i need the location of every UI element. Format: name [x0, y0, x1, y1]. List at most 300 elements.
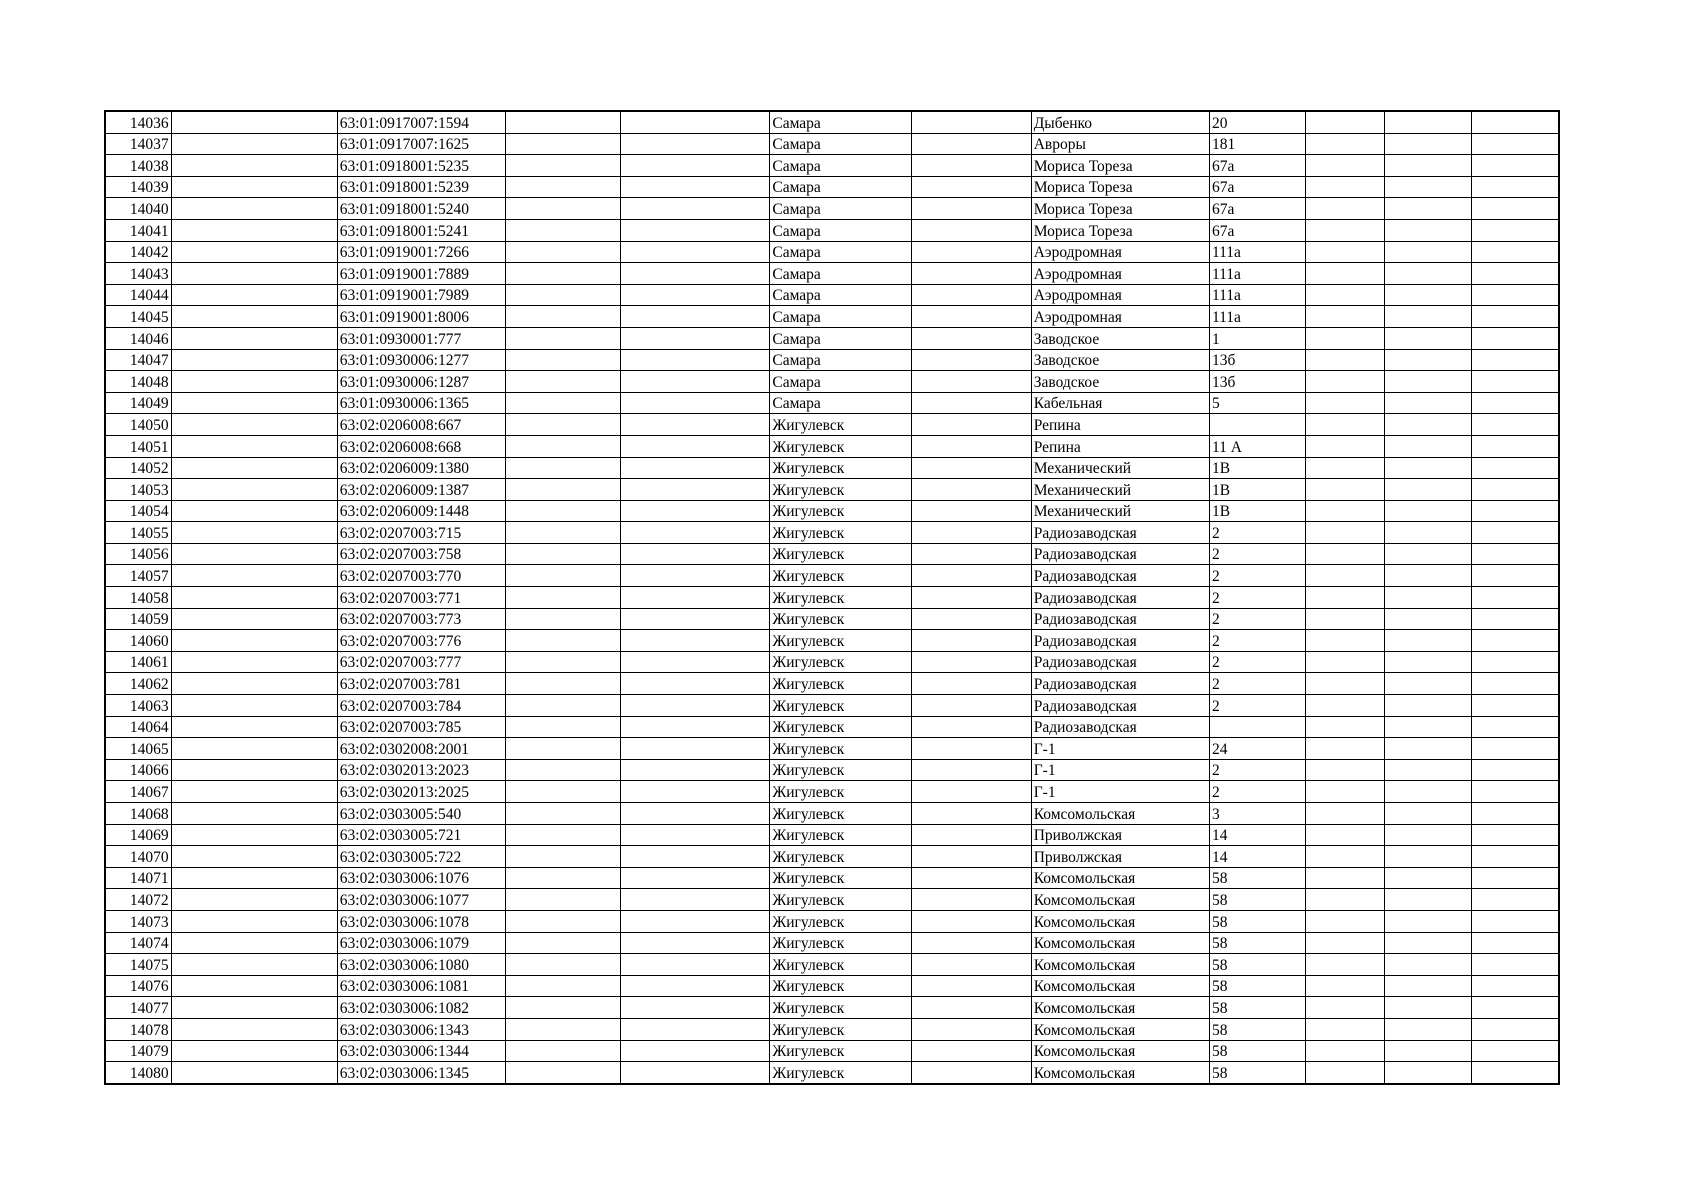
empty-cell [171, 673, 337, 695]
empty-cell [621, 349, 770, 371]
empty-cell [1385, 803, 1472, 825]
city-cell: Жигулевск [770, 954, 911, 976]
empty-cell [1472, 910, 1559, 932]
empty-cell [1385, 587, 1472, 609]
empty-cell [1385, 133, 1472, 155]
empty-cell [171, 1040, 337, 1062]
empty-cell [1472, 284, 1559, 306]
street-cell: Г-1 [1031, 759, 1209, 781]
empty-cell [1385, 327, 1472, 349]
empty-cell [506, 176, 621, 198]
empty-cell [506, 910, 621, 932]
empty-cell [621, 133, 770, 155]
empty-cell [1472, 219, 1559, 241]
table-row [105, 738, 1559, 760]
empty-cell [171, 241, 337, 263]
empty-cell [1306, 975, 1385, 997]
empty-cell [911, 306, 1031, 328]
empty-cell [1385, 392, 1472, 414]
house-number-cell: 2 [1209, 759, 1305, 781]
empty-cell [621, 846, 770, 868]
table-row [105, 349, 1559, 371]
empty-cell [1472, 997, 1559, 1019]
city-cell: Самара [770, 392, 911, 414]
city-cell: Жигулевск [770, 716, 911, 738]
empty-cell [621, 630, 770, 652]
empty-cell [1472, 608, 1559, 630]
empty-cell [1472, 673, 1559, 695]
street-cell: Г-1 [1031, 738, 1209, 760]
empty-cell [621, 543, 770, 565]
table-row [105, 284, 1559, 306]
city-cell: Жигулевск [770, 587, 911, 609]
cadastral-number-cell: 63:02:0302013:2023 [337, 759, 505, 781]
empty-cell [506, 867, 621, 889]
house-number-cell: 58 [1209, 910, 1305, 932]
empty-cell [171, 781, 337, 803]
city-cell: Самара [770, 155, 911, 177]
empty-cell [911, 133, 1031, 155]
cadastral-number-cell: 63:01:0919001:8006 [337, 306, 505, 328]
city-cell: Жигулевск [770, 867, 911, 889]
empty-cell [171, 349, 337, 371]
empty-cell [506, 457, 621, 479]
empty-cell [911, 392, 1031, 414]
house-number-cell: 2 [1209, 587, 1305, 609]
record-number-cell: 14065 [105, 738, 171, 760]
record-number-cell: 14076 [105, 975, 171, 997]
empty-cell [506, 1062, 621, 1084]
empty-cell [1306, 543, 1385, 565]
city-cell: Самара [770, 219, 911, 241]
property-registry-table [104, 110, 1560, 1085]
cadastral-number-cell: 63:02:0303006:1079 [337, 932, 505, 954]
empty-cell [621, 738, 770, 760]
empty-cell [911, 327, 1031, 349]
empty-cell [1472, 846, 1559, 868]
empty-cell [171, 587, 337, 609]
empty-cell [621, 479, 770, 501]
table-row [105, 176, 1559, 198]
empty-cell [621, 673, 770, 695]
city-cell: Жигулевск [770, 435, 911, 457]
city-cell: Жигулевск [770, 565, 911, 587]
empty-cell [1472, 111, 1559, 133]
empty-cell [506, 543, 621, 565]
empty-cell [1472, 263, 1559, 285]
empty-cell [621, 889, 770, 911]
house-number-cell: 111а [1209, 284, 1305, 306]
street-cell: Мориса Тореза [1031, 176, 1209, 198]
empty-cell [171, 846, 337, 868]
empty-cell [1385, 349, 1472, 371]
empty-cell [1306, 997, 1385, 1019]
empty-cell [1306, 673, 1385, 695]
street-cell: Комсомольская [1031, 975, 1209, 997]
empty-cell [506, 759, 621, 781]
table-row [105, 673, 1559, 695]
empty-cell [911, 241, 1031, 263]
empty-cell [911, 695, 1031, 717]
street-cell: Комсомольская [1031, 910, 1209, 932]
table-row [105, 630, 1559, 652]
table-row [105, 371, 1559, 393]
cadastral-number-cell: 63:02:0207003:773 [337, 608, 505, 630]
street-cell: Комсомольская [1031, 954, 1209, 976]
empty-cell [1472, 327, 1559, 349]
record-number-cell: 14068 [105, 803, 171, 825]
empty-cell [1472, 500, 1559, 522]
table-row [105, 997, 1559, 1019]
city-cell: Жигулевск [770, 975, 911, 997]
empty-cell [911, 1018, 1031, 1040]
empty-cell [171, 932, 337, 954]
empty-cell [1306, 263, 1385, 285]
empty-cell [1385, 673, 1472, 695]
empty-cell [1306, 219, 1385, 241]
empty-cell [1472, 565, 1559, 587]
empty-cell [911, 608, 1031, 630]
empty-cell [911, 651, 1031, 673]
cadastral-number-cell: 63:01:0919001:7889 [337, 263, 505, 285]
empty-cell [1385, 284, 1472, 306]
empty-cell [1385, 759, 1472, 781]
empty-cell [911, 1040, 1031, 1062]
empty-cell [1385, 975, 1472, 997]
house-number-cell: 20 [1209, 111, 1305, 133]
empty-cell [171, 910, 337, 932]
empty-cell [1385, 435, 1472, 457]
empty-cell [911, 846, 1031, 868]
empty-cell [621, 910, 770, 932]
city-cell: Жигулевск [770, 522, 911, 544]
empty-cell [1385, 738, 1472, 760]
house-number-cell: 58 [1209, 954, 1305, 976]
empty-cell [171, 954, 337, 976]
city-cell: Жигулевск [770, 457, 911, 479]
empty-cell [506, 219, 621, 241]
empty-cell [1306, 565, 1385, 587]
house-number-cell: 2 [1209, 673, 1305, 695]
house-number-cell: 67а [1209, 219, 1305, 241]
empty-cell [621, 803, 770, 825]
cadastral-number-cell: 63:01:0919001:7989 [337, 284, 505, 306]
record-number-cell: 14057 [105, 565, 171, 587]
empty-cell [1472, 695, 1559, 717]
empty-cell [621, 219, 770, 241]
empty-cell [171, 327, 337, 349]
empty-cell [171, 695, 337, 717]
empty-cell [621, 371, 770, 393]
empty-cell [1472, 781, 1559, 803]
table-row [105, 392, 1559, 414]
record-number-cell: 14051 [105, 435, 171, 457]
table-row [105, 1018, 1559, 1040]
city-cell: Жигулевск [770, 673, 911, 695]
empty-cell [911, 759, 1031, 781]
empty-cell [506, 932, 621, 954]
empty-cell [171, 284, 337, 306]
empty-cell [171, 306, 337, 328]
empty-cell [506, 975, 621, 997]
empty-cell [621, 716, 770, 738]
house-number-cell: 58 [1209, 1040, 1305, 1062]
empty-cell [911, 155, 1031, 177]
city-cell: Жигулевск [770, 803, 911, 825]
record-number-cell: 14041 [105, 219, 171, 241]
record-number-cell: 14079 [105, 1040, 171, 1062]
record-number-cell: 14059 [105, 608, 171, 630]
cadastral-number-cell: 63:02:0206009:1448 [337, 500, 505, 522]
house-number-cell: 2 [1209, 630, 1305, 652]
table-row [105, 716, 1559, 738]
empty-cell [171, 997, 337, 1019]
empty-cell [506, 155, 621, 177]
empty-cell [1306, 306, 1385, 328]
empty-cell [1306, 349, 1385, 371]
empty-cell [1306, 846, 1385, 868]
empty-cell [1385, 176, 1472, 198]
house-number-cell: 111а [1209, 306, 1305, 328]
cadastral-number-cell: 63:02:0303005:722 [337, 846, 505, 868]
empty-cell [621, 781, 770, 803]
record-number-cell: 14060 [105, 630, 171, 652]
house-number-cell: 1В [1209, 479, 1305, 501]
house-number-cell: 58 [1209, 997, 1305, 1019]
empty-cell [506, 133, 621, 155]
empty-cell [911, 587, 1031, 609]
record-number-cell: 14067 [105, 781, 171, 803]
empty-cell [1306, 500, 1385, 522]
empty-cell [621, 651, 770, 673]
empty-cell [1385, 910, 1472, 932]
empty-cell [621, 111, 770, 133]
street-cell: Кабельная [1031, 392, 1209, 414]
empty-cell [171, 133, 337, 155]
table-row [105, 414, 1559, 436]
record-number-cell: 14050 [105, 414, 171, 436]
street-cell: Радиозаводская [1031, 522, 1209, 544]
empty-cell [506, 738, 621, 760]
empty-cell [911, 867, 1031, 889]
empty-cell [1306, 435, 1385, 457]
empty-cell [1472, 392, 1559, 414]
empty-cell [1385, 198, 1472, 220]
empty-cell [171, 371, 337, 393]
cadastral-number-cell: 63:02:0206009:1380 [337, 457, 505, 479]
street-cell: Комсомольская [1031, 889, 1209, 911]
cadastral-number-cell: 63:02:0302008:2001 [337, 738, 505, 760]
empty-cell [171, 219, 337, 241]
cadastral-number-cell: 63:01:0930006:1287 [337, 371, 505, 393]
empty-cell [621, 435, 770, 457]
empty-cell [1385, 781, 1472, 803]
empty-cell [1472, 241, 1559, 263]
empty-cell [911, 176, 1031, 198]
empty-cell [506, 716, 621, 738]
cadastral-number-cell: 63:01:0919001:7266 [337, 241, 505, 263]
empty-cell [1472, 198, 1559, 220]
empty-cell [621, 1062, 770, 1084]
empty-cell [621, 198, 770, 220]
table-row [105, 198, 1559, 220]
empty-cell [1472, 522, 1559, 544]
empty-cell [1385, 219, 1472, 241]
empty-cell [171, 457, 337, 479]
empty-cell [506, 111, 621, 133]
empty-cell [621, 997, 770, 1019]
table-row [105, 241, 1559, 263]
empty-cell [911, 954, 1031, 976]
cadastral-number-cell: 63:01:0918001:5235 [337, 155, 505, 177]
table-row [105, 565, 1559, 587]
cadastral-number-cell: 63:02:0206008:667 [337, 414, 505, 436]
table-row [105, 263, 1559, 285]
house-number-cell: 58 [1209, 932, 1305, 954]
empty-cell [1306, 198, 1385, 220]
cadastral-number-cell: 63:01:0918001:5239 [337, 176, 505, 198]
house-number-cell: 2 [1209, 608, 1305, 630]
house-number-cell: 24 [1209, 738, 1305, 760]
empty-cell [1385, 241, 1472, 263]
empty-cell [1306, 824, 1385, 846]
record-number-cell: 14054 [105, 500, 171, 522]
empty-cell [1472, 371, 1559, 393]
cadastral-number-cell: 63:01:0930006:1277 [337, 349, 505, 371]
empty-cell [506, 846, 621, 868]
table-row [105, 932, 1559, 954]
cadastral-number-cell: 63:02:0303006:1343 [337, 1018, 505, 1040]
empty-cell [1385, 111, 1472, 133]
cadastral-number-cell: 63:02:0303006:1078 [337, 910, 505, 932]
empty-cell [1306, 155, 1385, 177]
empty-cell [911, 457, 1031, 479]
cadastral-number-cell: 63:02:0207003:758 [337, 543, 505, 565]
house-number-cell: 58 [1209, 867, 1305, 889]
empty-cell [911, 414, 1031, 436]
empty-cell [1385, 1040, 1472, 1062]
empty-cell [1306, 587, 1385, 609]
city-cell: Самара [770, 241, 911, 263]
record-number-cell: 14049 [105, 392, 171, 414]
record-number-cell: 14075 [105, 954, 171, 976]
record-number-cell: 14074 [105, 932, 171, 954]
empty-cell [1472, 738, 1559, 760]
record-number-cell: 14047 [105, 349, 171, 371]
empty-cell [1306, 867, 1385, 889]
empty-cell [1472, 954, 1559, 976]
record-number-cell: 14077 [105, 997, 171, 1019]
city-cell: Жигулевск [770, 651, 911, 673]
empty-cell [1385, 954, 1472, 976]
empty-cell [621, 176, 770, 198]
empty-cell [171, 176, 337, 198]
street-cell: Заводское [1031, 349, 1209, 371]
empty-cell [621, 241, 770, 263]
empty-cell [1306, 759, 1385, 781]
street-cell: Приволжская [1031, 846, 1209, 868]
empty-cell [1472, 543, 1559, 565]
empty-cell [911, 435, 1031, 457]
city-cell: Жигулевск [770, 414, 911, 436]
empty-cell [1472, 975, 1559, 997]
cadastral-number-cell: 63:01:0930006:1365 [337, 392, 505, 414]
cadastral-number-cell: 63:02:0207003:770 [337, 565, 505, 587]
house-number-cell: 1В [1209, 500, 1305, 522]
empty-cell [1385, 306, 1472, 328]
empty-cell [1306, 241, 1385, 263]
empty-cell [911, 997, 1031, 1019]
empty-cell [1472, 1062, 1559, 1084]
city-cell: Жигулевск [770, 500, 911, 522]
empty-cell [1472, 457, 1559, 479]
table-row [105, 910, 1559, 932]
empty-cell [1306, 1040, 1385, 1062]
street-cell: Радиозаводская [1031, 651, 1209, 673]
empty-cell [506, 522, 621, 544]
cadastral-number-cell: 63:02:0303006:1076 [337, 867, 505, 889]
street-cell: Комсомольская [1031, 1040, 1209, 1062]
record-number-cell: 14053 [105, 479, 171, 501]
empty-cell [1306, 716, 1385, 738]
empty-cell [1472, 349, 1559, 371]
house-number-cell: 5 [1209, 392, 1305, 414]
street-cell: Заводское [1031, 327, 1209, 349]
empty-cell [911, 630, 1031, 652]
street-cell: Г-1 [1031, 781, 1209, 803]
empty-cell [1472, 1018, 1559, 1040]
empty-cell [1306, 176, 1385, 198]
table-row [105, 759, 1559, 781]
empty-cell [171, 867, 337, 889]
house-number-cell: 2 [1209, 781, 1305, 803]
empty-cell [1385, 889, 1472, 911]
city-cell: Жигулевск [770, 910, 911, 932]
city-cell: Жигулевск [770, 997, 911, 1019]
street-cell: Аэродромная [1031, 306, 1209, 328]
table-row [105, 306, 1559, 328]
empty-cell [506, 824, 621, 846]
house-number-cell: 3 [1209, 803, 1305, 825]
empty-cell [621, 284, 770, 306]
empty-cell [911, 500, 1031, 522]
street-cell: Радиозаводская [1031, 608, 1209, 630]
house-number-cell: 58 [1209, 975, 1305, 997]
table-row [105, 803, 1559, 825]
empty-cell [1306, 457, 1385, 479]
table-row [105, 889, 1559, 911]
cadastral-number-cell: 63:02:0303006:1080 [337, 954, 505, 976]
record-number-cell: 14080 [105, 1062, 171, 1084]
empty-cell [621, 932, 770, 954]
empty-cell [1306, 651, 1385, 673]
empty-cell [171, 1062, 337, 1084]
empty-cell [1472, 133, 1559, 155]
empty-cell [506, 781, 621, 803]
empty-cell [1385, 457, 1472, 479]
empty-cell [171, 759, 337, 781]
empty-cell [1306, 695, 1385, 717]
city-cell: Самара [770, 111, 911, 133]
empty-cell [506, 695, 621, 717]
empty-cell [1472, 176, 1559, 198]
record-number-cell: 14039 [105, 176, 171, 198]
empty-cell [1472, 803, 1559, 825]
table-row [105, 457, 1559, 479]
record-number-cell: 14037 [105, 133, 171, 155]
empty-cell [1385, 630, 1472, 652]
empty-cell [171, 392, 337, 414]
